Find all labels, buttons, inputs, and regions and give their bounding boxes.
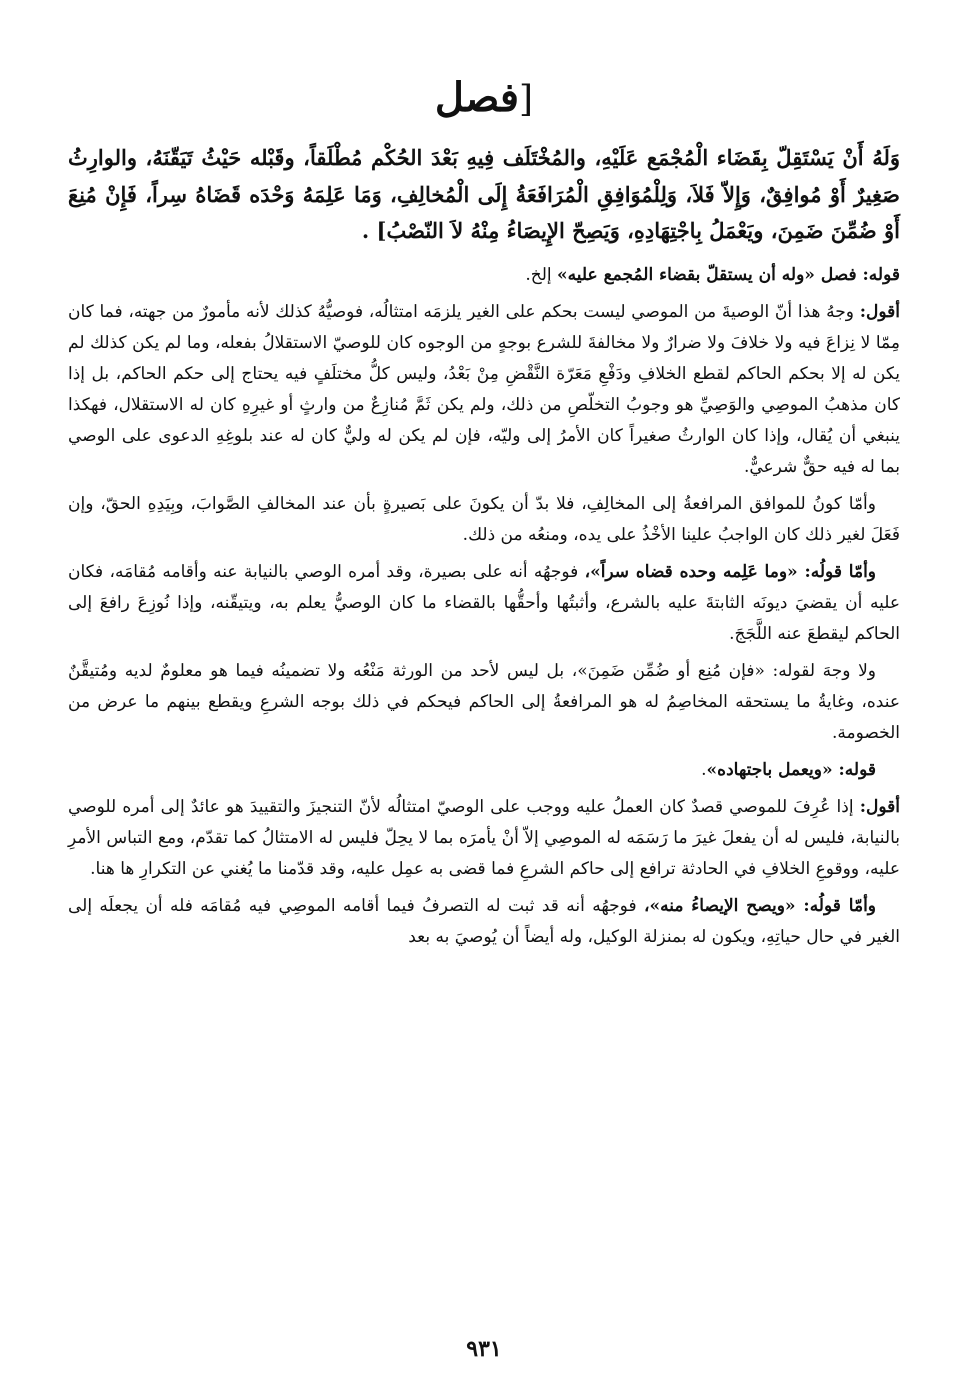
paragraph-lead: وأمّا قولُه:: [803, 895, 876, 916]
commentary-paragraph: [68, 755, 900, 786]
commentary-paragraph: [68, 260, 900, 291]
commentary-paragraph: [68, 297, 900, 483]
matn-close: ] .: [361, 218, 387, 243]
paragraph-text: وجهُ هذا أنّ الوصيةَ من الموصي ليست بحكم على الغير يلزمَه امتثالُه، فوصيُّهُ كذلك لأنه مأمورٌ من جهته، فما كان مِمّا لا نِزاعَ فيه ولا خلافَ ولا ضرارٌ ولا مخالفةَ للشرع بوجهٍ من الوجوه كان للوصيّ الاستقلالُ بفعله، وما لم يكن كذلك لم يكن له إلا بحكم الحاكم لقطع الخلافِ ودَفْعِ مَعَرّة النَّقْضِ مِنْ بَعْدُ، وليس كلُّ مختلَفٍ فيه يحتاج إلى حكم الحاكم، بل إذا كان مذهبُ الموصِي والوَصِيِّ هو وجوبُ التخلّصِ من ذلك، ولم يكن ثَمَّ مُنازِعٌ من وارثٍ أو غيرِهِ كان له الاستقلال، فهكذا ينبغي أن يُقال، وإذا كان الوارثُ صغيراً كان الأمرُ إلى وليّه، فإن لم يكن له وليٌّ كان له عند بلوغِهِ الدعوى على الوصي بما له فيه حقٌّ شرعيٌّ.: [68, 301, 900, 477]
paragraph-quote: «وما عَلِمه وحده قضاه سراً»،: [584, 561, 805, 582]
paragraph-quote: «ويصح الإيصاءُ منه»،: [643, 895, 804, 916]
paragraph-text: إذا عُرِفَ للموصي قصدٌ كان العملُ عليه ووجب على الوصيّ امتثالُه لأنّ التنجيزَ والتقييدَ هو عائدٌ إلى أمره للوصي بالنيابة، فليس له أن يفعلَ غيرَ ما رَسَمَه له الموصِي إلاّ أنْ يأمرَه بما لا يحِلّ فليس له الامتثالُ كما تقدّم، ومع التباس الأمرِ عليه، ووقوعِ الخلافِ في الحادثة ترافع إلى حاكم الشرعِ فما قضى به عمِل عليه، وقد قدّمنا ما يُغني عن التكرارِ ها هنا.: [68, 796, 900, 879]
paragraph-text: .: [701, 759, 707, 780]
commentary-paragraph: [68, 891, 900, 953]
paragraph-quote: فصل «وله أن يستقلّ بقضاء المُجمع عليه»: [557, 264, 863, 285]
paragraph-text: وأمّا كونُ للموافق المرافعةُ إلى المخالِفِ، فلا بدّ أن يكونَ على بَصيرةٍ بأن عند المخالفِ الصَّوابَ، وبِيَدِهِ الحقّ، وإن فَعَلَ لغير ذلك كان الواجبُ علينا الأخْذُ على يده، ومنعُه من ذلك.: [68, 493, 900, 545]
paragraph-lead: قوله:: [838, 759, 876, 780]
paragraph-lead: قوله:: [862, 264, 900, 285]
paragraph-text: ولا وجهَ لقوله: «فإن مُنِع أو ضُمِّن ضَمِنَ»، بل ليس لأحد من الورثة مَنْعُه ولا تضمينُه فيما هو معلومٌ لديه ومُتيقَّنٌ عنده، وغايةُ ما يستحقه المخاصِمُ له هو المرافعةُ إلى الحاكم فيحكم في ذلك بوجه الشرعِ ويقطع بينهم ما عرض من الخصومة.: [68, 660, 900, 743]
paragraph-text: إلخ.: [525, 264, 558, 285]
heading-open-bracket: [: [519, 79, 534, 120]
paragraph-text: فوجهُه أنه قد ثبت له التصرفُ فيما أقامه الموصِي فيه مُقامَه فله أن يجعلَه إلى الغير في حال حياتِهِ، ويكون له بمنزلة الوكيل، وله أيضاً أن يُوصيَ به بعد: [68, 895, 900, 947]
commentary-paragraph: [68, 656, 900, 749]
heading-title: فصل: [434, 74, 520, 121]
paragraph-text: فوجهُه أنه على بصيرة، وقد أمره الوصي بالنيابة عنه وأقامه مُقامَه، فكان عليه أن يقضيَ ديونَه الثابتةَ عليه بالشرع، وأثبتُها وأحقُّها بالقضاء ما كان الوصيُّ يعلم به، ويتيقّنه، وإذا نُوزِعَ رافعَ إلى الحاكم ليقطعَ عنه اللَّجَجَ.: [68, 561, 900, 644]
commentary-paragraph: [68, 489, 900, 551]
commentary-paragraph: [68, 557, 900, 650]
matn-text-block: [68, 140, 900, 250]
page-number: ٩٣١: [466, 1336, 502, 1362]
document-page: [68, 66, 900, 1362]
paragraph-lead: وأمّا قولُه:: [804, 561, 877, 582]
paragraph-quote: «ويعمل باجتهاده»: [706, 759, 839, 780]
matn-text: وَلَهُ أَنْ يَسْتَقِلّ بِقَضَاء الْمُجْمَع عَلَيْهِ، والمُخْتَلَف فِيهِ بَعْدَ الحُكْم مُطْلَقاً، وقَبْله حَيْثُ تَيَقّنَهُ، والوارِثُ صَغِيرٌ أَوْ مُوافِقٌ، وَإِلاّ فَلاَ، وَلِلْمُوَافِقِ الْمُرَافَعَةُ إِلَى الْمُخالِفِ، وَمَا عَلِمَهُ وَحْدَه قَضَاهُ سِراً، فَإِنْ مُنِعَ أَوْ ضُمِّنَ ضَمِنَ، ويَعْمَلُ بِاجْتِهَادِهِ، وَيَصِحّ الإِيصَاءُ مِنْهُ لاَ النّصْبُ: [68, 145, 900, 243]
paragraph-lead: أقول:: [859, 301, 900, 322]
section-heading: [68, 66, 900, 134]
commentary-paragraph: [68, 792, 900, 885]
paragraph-lead: أقول:: [859, 796, 900, 817]
